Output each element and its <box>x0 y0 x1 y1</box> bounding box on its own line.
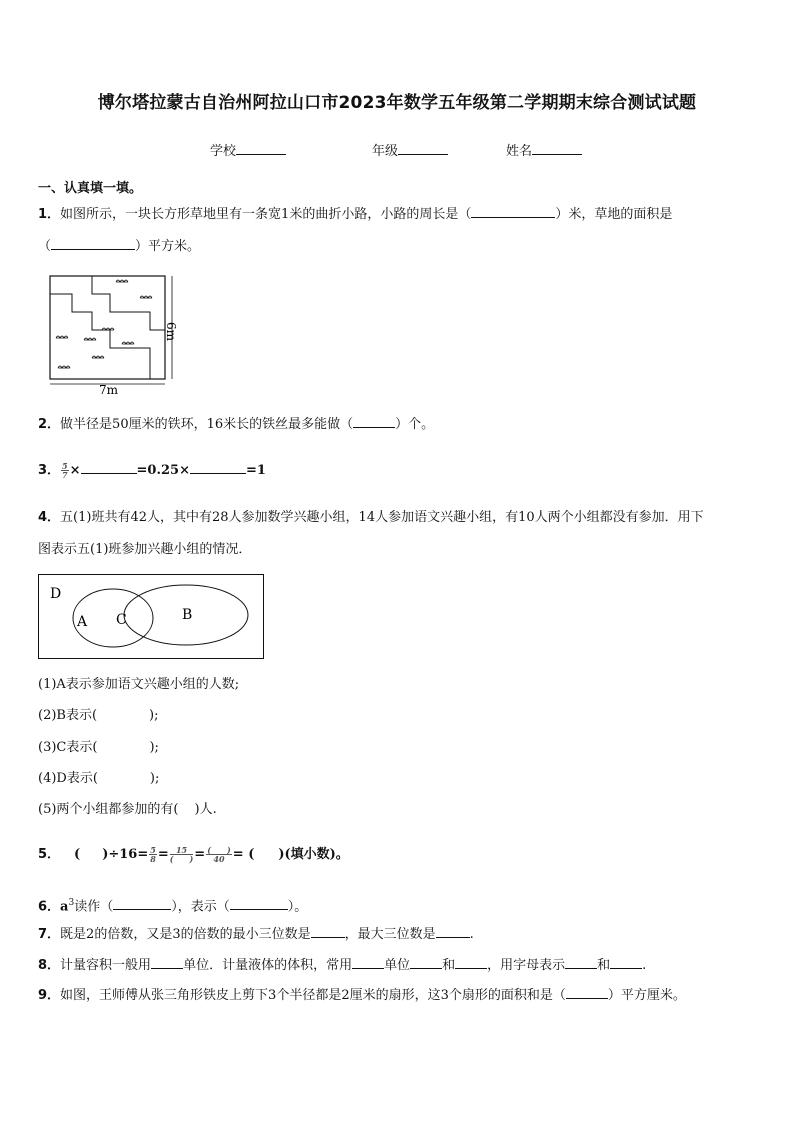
q3-times: × <box>69 463 81 478</box>
q1-text1: 如图所示，一块长方形草地里有一条宽1米的曲折小路，小路的周长是（ <box>60 207 472 222</box>
q3-line <box>38 462 266 480</box>
q5-end2: )(填小数)。 <box>278 847 349 862</box>
q1-blank-perimeter[interactable] <box>471 217 555 218</box>
q5-fraction-1: $\frac{5}{8}$ <box>150 845 156 864</box>
grade-field <box>372 140 448 159</box>
q8-blank-6[interactable] <box>610 968 642 969</box>
q6-t3: ）。 <box>287 899 308 915</box>
q6-line <box>38 894 307 916</box>
q5-eq: = <box>157 847 169 862</box>
venn-label-a: A <box>77 614 88 630</box>
q5-open: ( <box>74 847 81 862</box>
q8-blank-4[interactable] <box>455 968 487 969</box>
q4-sub2: (2)B表示( ); <box>38 708 159 723</box>
q5-fraction-2[interactable]: $\frac{15}{( )}$ <box>169 845 194 864</box>
q5-end1: = ( <box>232 847 255 862</box>
q7-number: 7． <box>38 927 61 942</box>
grade-blank[interactable] <box>398 154 448 155</box>
q7-blank-min[interactable] <box>311 937 345 938</box>
q4-number: 4． <box>38 510 61 525</box>
q8-blank-1[interactable] <box>151 968 183 969</box>
school-label: 学校 <box>210 144 237 159</box>
venn-label-c: C <box>116 612 127 628</box>
q8-blank-2[interactable] <box>352 968 384 969</box>
name-blank[interactable] <box>532 154 582 155</box>
name-field <box>506 140 582 159</box>
q6-t2: ），表示（ <box>171 899 230 915</box>
q2-line <box>38 416 434 434</box>
q1-number: 1． <box>38 207 61 222</box>
q7-line: 7．既是2的倍数，又是3的倍数的最小三位数是 ，最大三位数是 . <box>38 927 474 942</box>
venn-label-d: D <box>50 586 62 602</box>
q6-blank-means[interactable] <box>230 909 288 910</box>
q9-line: 9．如图，王师傅从张三角形铁皮上剪下3个半径都是2厘米的扇形，这3个扇形的面积和是（ ）平方厘米。 <box>38 988 686 1003</box>
q4-line2: 图表示五(1)班参加兴趣小组的情况． <box>38 542 252 557</box>
q8-blank-5[interactable] <box>565 968 597 969</box>
q6-exponent: 3 <box>68 898 75 908</box>
page-title: 博尔塔拉蒙古自治州阿拉山口市2023年数学五年级第二学期期末综合测试试题 <box>97 93 697 113</box>
q8-number: 8． <box>38 958 61 973</box>
venn-diagram <box>38 574 264 660</box>
q4-line1 <box>38 509 704 527</box>
q1-line2-close: ）平方米。 <box>135 239 201 254</box>
q3-number: 3． <box>38 463 61 478</box>
q1-blank-area[interactable] <box>51 249 135 250</box>
q5-fraction-3[interactable]: $\frac{( )}{40}$ <box>207 845 231 864</box>
lawn-path-figure <box>44 272 194 398</box>
q1-line1 <box>38 206 672 224</box>
q8-blank-3[interactable] <box>410 968 442 969</box>
section-heading: 一、认真填一填。 <box>38 181 143 196</box>
q4-sub4: (4)D表示( ); <box>38 771 160 786</box>
q3-eq2: =1 <box>245 463 266 478</box>
venn-universe-box <box>39 575 264 659</box>
q3-fraction: $\frac{5}{7}$ <box>62 461 68 480</box>
q6-number: 6． <box>38 899 61 915</box>
q1-text2: ）米，草地的面积是 <box>555 207 673 222</box>
q3-blank-1[interactable] <box>81 473 137 474</box>
q5-number: 5． <box>38 847 61 862</box>
q3-blank-2[interactable] <box>190 473 246 474</box>
name-label: 姓名 <box>506 144 533 159</box>
q5-line: 5． ( )÷16= $\frac{5}{8}$ = $\frac{15}{( )}$ = $\frac{( )}{40}$ = ( )(填小数)。 <box>38 845 349 864</box>
lawn-outline <box>50 276 165 379</box>
q4-sub3: (3)C表示( ); <box>38 740 159 755</box>
q4-sub1: (1)A表示参加语文兴趣小组的人数; <box>38 677 240 692</box>
q6-t1: 读作（ <box>74 899 114 915</box>
q6-base: a <box>60 899 69 915</box>
q7-blank-max[interactable] <box>436 937 470 938</box>
q1-line2 <box>38 238 200 256</box>
q4-sub5: (5)两个小组都参加的有( )人. <box>38 802 217 817</box>
q6-blank-read[interactable] <box>113 909 171 910</box>
q2-blank[interactable] <box>353 427 395 428</box>
venn-label-b: B <box>182 607 193 623</box>
q2-number: 2． <box>38 417 61 432</box>
q4-text1: 五(1)班共有42人，其中有28人参加数学兴趣小组，14人参加语文兴趣小组，有10人两个小组都没有参加．用下 <box>60 510 704 525</box>
school-field <box>210 140 286 159</box>
q5-div: )÷16= <box>102 847 149 862</box>
q1-line2-open: （ <box>38 239 52 254</box>
q2-text2: ）个。 <box>395 417 435 432</box>
school-blank[interactable] <box>236 154 286 155</box>
q8-line: 8．计量容积一般用 单位．计量液体的体积，常用 单位 和 ，用字母表示 和 . <box>38 958 647 973</box>
height-label: 6m <box>164 322 178 342</box>
grass-marks <box>56 280 152 368</box>
width-label: 7m <box>99 383 119 397</box>
path-edge-upper <box>92 276 165 330</box>
q2-text1: 做半径是50厘米的铁环，16米长的铁丝最多能做（ <box>60 417 354 432</box>
q3-eq1: =0.25× <box>136 463 190 478</box>
grade-label: 年级 <box>372 144 399 159</box>
q9-number: 9． <box>38 988 61 1003</box>
q9-blank[interactable] <box>566 998 608 999</box>
